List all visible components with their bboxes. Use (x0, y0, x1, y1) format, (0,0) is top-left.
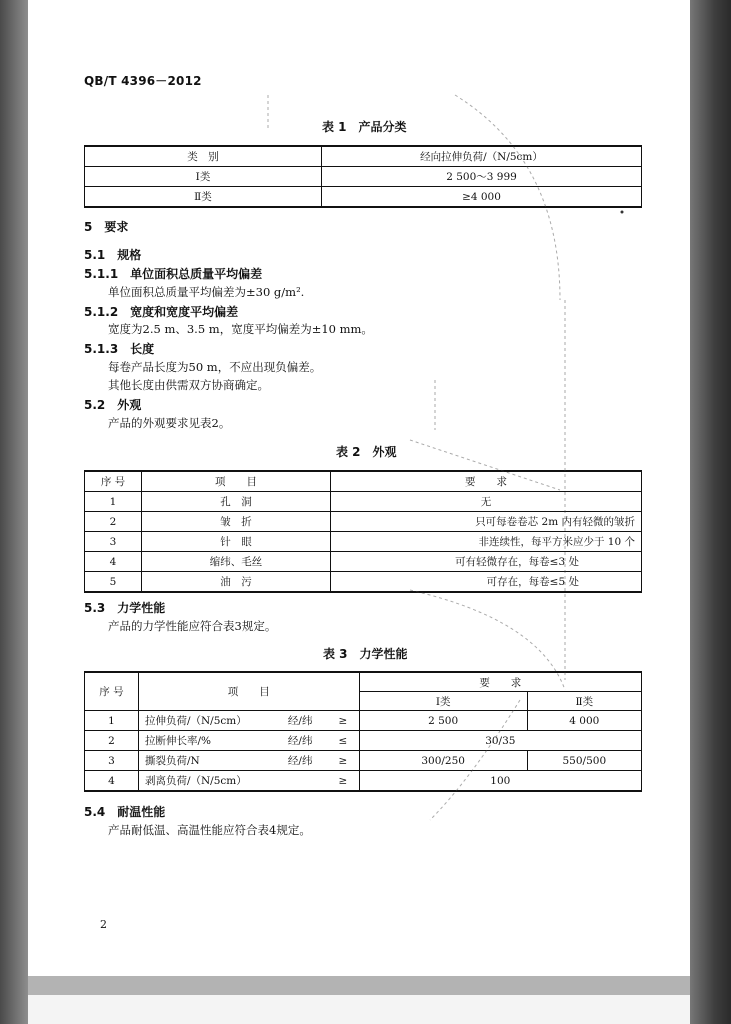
table3-cell: 经/纬 (273, 751, 327, 771)
table2-cell: 孔 洞 (142, 492, 331, 512)
table3-cell (273, 771, 327, 792)
table2-cell: 非连续性，每平方米应少于 10 个 (331, 532, 642, 552)
table3-cell: 100 (359, 771, 641, 792)
table2-cell: 油 污 (142, 572, 331, 593)
table1-cell: Ⅱ类 (85, 187, 322, 208)
table3-cell: 3 (85, 751, 139, 771)
paragraph: 宽度为2.5 m、3.5 m，宽度平均偏差为±10 mm。 (108, 322, 373, 336)
table2-cell: 可存在，每卷≤5 处 (331, 572, 642, 593)
table-row (85, 532, 642, 552)
section-5: 5 要求 (84, 220, 129, 234)
table2-cell: 可有轻微存在，每卷≤3 处 (331, 552, 642, 572)
table3-cell: 拉断伸长率/% (138, 731, 273, 751)
table2-cell: 1 (85, 492, 142, 512)
table-row (85, 731, 642, 751)
table3-header-class1: Ⅰ类 (359, 692, 527, 711)
table2-cell: 2 (85, 512, 142, 532)
table3-cell: ≥ (327, 751, 359, 771)
page-gap (28, 976, 690, 995)
table2-header-item: 项 目 (142, 471, 331, 492)
section-5-1: 5.1 规格 (84, 248, 142, 262)
table3-cell: 2 (85, 731, 139, 751)
table3-cell: 经/纬 (273, 711, 327, 731)
table2-cell: 3 (85, 532, 142, 552)
table3-cell: ≥ (327, 711, 359, 731)
table3-cell: 剥离负荷/（N/5cm） (138, 771, 273, 792)
next-page (28, 995, 690, 1024)
doc-code: QB/T 4396－2012 (84, 74, 202, 88)
table3-cell: 300/250 (359, 751, 527, 771)
table3-header-item: 项 目 (138, 672, 359, 711)
table1-header-category: 类 别 (85, 146, 322, 167)
paragraph: 其他长度由供需双方协商确定。 (108, 378, 269, 392)
viewer-left-edge (0, 0, 28, 1024)
table3-cell: 1 (85, 711, 139, 731)
table-row (85, 751, 642, 771)
paragraph: 产品耐低温、高温性能应符合表4规定。 (108, 823, 311, 837)
table-row (85, 572, 642, 593)
table1-cell: Ⅰ类 (85, 167, 322, 187)
table1-header-load: 经向拉伸负荷/（N/5cm） (322, 146, 642, 167)
table3-header-class2: Ⅱ类 (527, 692, 641, 711)
table3 (84, 671, 642, 792)
table2-header-no: 序 号 (85, 471, 142, 492)
viewer-scrollbar[interactable] (690, 0, 731, 1024)
table3-cell: 经/纬 (273, 731, 327, 751)
table3-cell: ≥ (327, 771, 359, 792)
table-row (85, 187, 642, 208)
table3-header-req: 要 求 (359, 672, 641, 692)
table2-cell: 4 (85, 552, 142, 572)
paragraph: 产品的外观要求见表2。 (108, 416, 231, 430)
table3-cell: 30/35 (359, 731, 641, 751)
table-row (85, 167, 642, 187)
table-row (85, 711, 642, 731)
table1-cell: ≥4 000 (322, 187, 642, 208)
table2 (84, 470, 642, 593)
table2-caption: 表 2 外观 (336, 445, 397, 459)
section-5-2: 5.2 外观 (84, 398, 142, 412)
table2-cell: 针 眼 (142, 532, 331, 552)
table-row (85, 771, 642, 792)
table3-cell: 拉伸负荷/（N/5cm） (138, 711, 273, 731)
section-5-1-1: 5.1.1 单位面积总质量平均偏差 (84, 267, 263, 281)
paragraph: 每卷产品长度为50 m，不应出现负偏差。 (108, 360, 322, 374)
table-row (85, 512, 642, 532)
table2-cell: 皱 折 (142, 512, 331, 532)
table1-caption: 表 1 产品分类 (322, 120, 407, 134)
table2-cell: 只可每卷卷芯 2m 内有轻微的皱折 (331, 512, 642, 532)
table3-cell: 2 500 (359, 711, 527, 731)
table1 (84, 145, 642, 208)
table2-cell: 无 (331, 492, 642, 512)
section-5-4: 5.4 耐温性能 (84, 805, 166, 819)
section-5-1-3: 5.1.3 长度 (84, 342, 155, 356)
paragraph: 产品的力学性能应符合表3规定。 (108, 619, 277, 633)
table3-caption: 表 3 力学性能 (323, 647, 408, 661)
paragraph: 单位面积总质量平均偏差为±30 g/m². (108, 285, 305, 299)
table2-cell: 5 (85, 572, 142, 593)
table3-cell: ≤ (327, 731, 359, 751)
table3-header-no: 序 号 (85, 672, 139, 711)
table-row (85, 492, 642, 512)
table3-cell: 4 000 (527, 711, 641, 731)
table3-cell: 4 (85, 771, 139, 792)
table2-cell: 缩纬、毛丝 (142, 552, 331, 572)
page-number: 2 (100, 918, 107, 931)
table3-cell: 撕裂负荷/N (138, 751, 273, 771)
table2-header-req: 要 求 (331, 471, 642, 492)
table-row (85, 552, 642, 572)
table3-cell: 550/500 (527, 751, 641, 771)
table1-cell: 2 500～3 999 (322, 167, 642, 187)
section-5-1-2: 5.1.2 宽度和宽度平均偏差 (84, 305, 239, 319)
section-5-3: 5.3 力学性能 (84, 601, 166, 615)
